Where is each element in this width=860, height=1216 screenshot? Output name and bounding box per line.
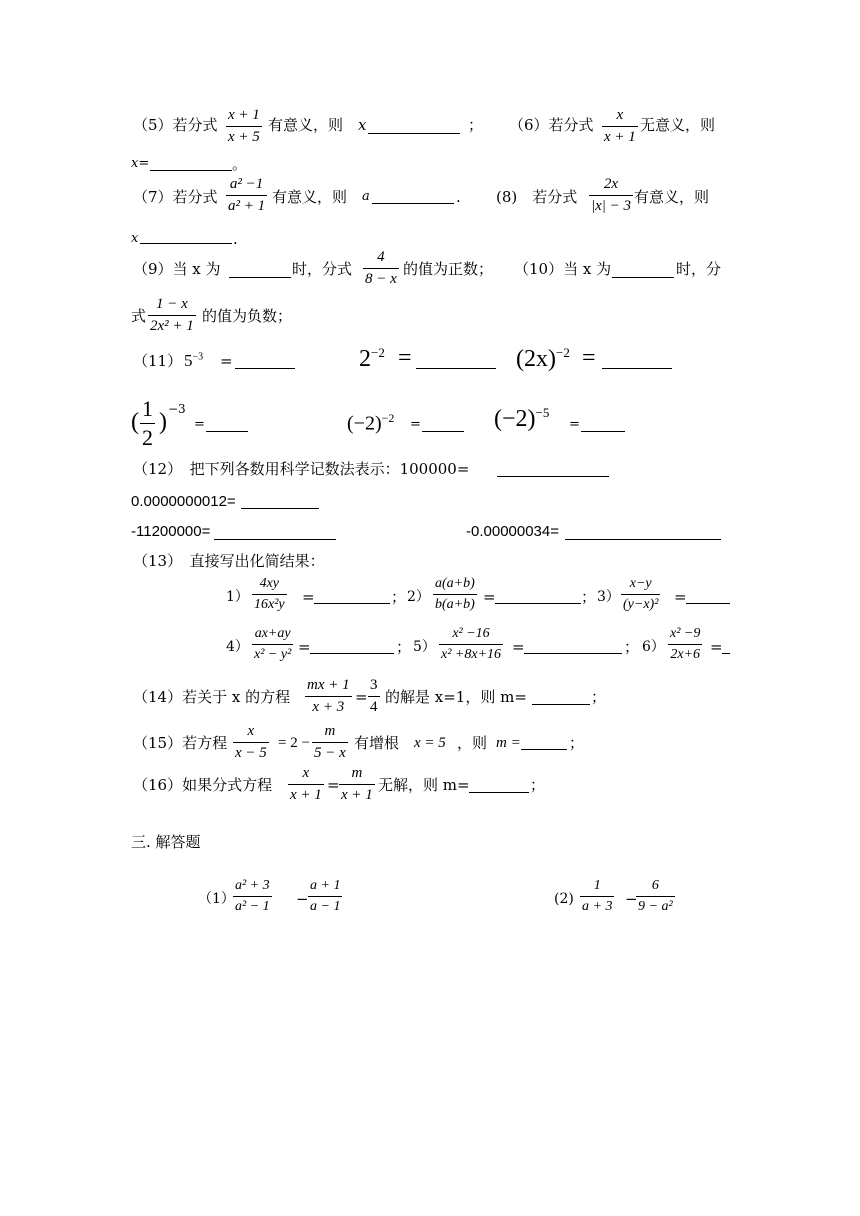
q11-blank-5[interactable] — [422, 431, 464, 432]
q6-middle: 无意义，则 — [640, 116, 716, 134]
q11-eq-4: = — [194, 417, 205, 432]
q11-eq-6: = — [569, 417, 580, 432]
q13-part-6-label: 6） — [642, 639, 665, 655]
q13-text: （13） 直接写出化简结果： — [133, 552, 325, 570]
q13-blank-3[interactable] — [686, 603, 730, 604]
q14-eq: = — [355, 688, 368, 706]
q7-middle: 有意义，则 — [272, 188, 348, 206]
q5-middle: 有意义，则 — [268, 116, 344, 134]
q13-eq-1: = — [302, 588, 315, 606]
q5-prefix: （5）若分式 — [133, 116, 218, 134]
q13-blank-4[interactable] — [310, 653, 394, 654]
q6-prefix: （6）若分式 — [509, 116, 594, 134]
q11-expr-5: $(-2)^{-2}$ — [347, 411, 395, 435]
q11-expr-1: $5^{-3}$ — [184, 351, 204, 370]
q11-eq-3: = — [582, 345, 596, 371]
q11-eq-1: = — [220, 352, 233, 370]
q13-blank-1[interactable] — [314, 603, 390, 604]
q11-eq-2: = — [398, 345, 412, 371]
s1-fraction-1: $\frac{\text{a² + 3}}{\text{a² − 1}}$ — [235, 878, 270, 914]
s2-fraction-2: $\frac{6}{\text{9 − a²}}$ — [638, 878, 673, 914]
q15-root: x = 5 — [414, 735, 446, 751]
q13-part-5-label: 5） — [413, 639, 436, 655]
q15-fraction-1: $\frac{x}{x - 5}$ — [235, 723, 267, 761]
q9-middle: 时，分式 — [292, 260, 353, 278]
q13-eq-3: = — [674, 588, 687, 606]
q7-var: a — [362, 189, 370, 204]
s2-operator: − — [625, 890, 638, 908]
q11-expr-3: $(2x)^{-2}$ — [516, 345, 570, 372]
q9-answer-blank[interactable] — [229, 277, 291, 278]
section-3-title: 三. 解答题 — [131, 833, 201, 851]
q11-blank-6[interactable] — [581, 431, 625, 432]
q13-eq-4: = — [298, 638, 311, 656]
q13-blank-6[interactable] — [722, 653, 730, 654]
q12-blank-4[interactable] — [565, 539, 721, 540]
q11-expr-4-exp: −3 — [168, 402, 186, 416]
q14-end: ； — [591, 688, 607, 706]
q13-part-2-label: 2） — [407, 589, 430, 605]
q12-number-3: -11200000= — [131, 523, 211, 540]
q14-fraction-1: $\frac{mx + 1}{x + 3}$ — [307, 677, 350, 715]
q6-cont: x= — [131, 156, 150, 171]
q16-eq: = — [327, 776, 340, 794]
q7-answer-blank[interactable] — [372, 203, 454, 204]
q13-semi-4: ； — [396, 638, 412, 656]
q12-blank-3[interactable] — [214, 539, 336, 540]
q7-fraction: $\frac{\text{a² −1}}{\text{a² + 1}}$ — [228, 176, 266, 214]
q13-part-1-fraction: $\frac{4xy}{\text{16x²y}}$ — [254, 576, 285, 612]
q11-blank-4[interactable] — [206, 431, 248, 432]
q13-eq-6: = — [710, 638, 723, 656]
q7-end: . — [456, 188, 461, 206]
q13-semi-2: ； — [581, 588, 597, 606]
q16-answer-blank[interactable] — [469, 792, 529, 793]
q8-answer-blank[interactable] — [140, 243, 232, 244]
q11-label: （11） — [133, 352, 183, 370]
q13-semi-5: ； — [624, 638, 640, 656]
q16-prefix: （16）如果分式方程 — [133, 776, 273, 794]
q5-separator: ； — [468, 116, 484, 134]
q16-end: ； — [530, 776, 546, 794]
q10-answer-blank[interactable] — [612, 277, 674, 278]
q11-paren-open: ( — [131, 409, 139, 435]
s1-operator: − — [296, 890, 309, 908]
q12-text: （12） 把下列各数用科学记数法表示：100000= — [133, 460, 470, 478]
q15-post: 有增根 — [354, 734, 400, 752]
q14-post: 的解是 x=1，则 m= — [385, 688, 527, 706]
q15-m: m = — [496, 735, 521, 751]
q8-prefix: (8) 若分式 — [496, 188, 578, 206]
q6-fraction: $\frac{x}{x + 1}$ — [604, 107, 636, 145]
q11-blank-1[interactable] — [235, 368, 295, 369]
q10-fraction: $\frac{1 - x}{\text{2x² + 1}}$ — [150, 296, 194, 334]
s1-fraction-2: $\frac{a + 1}{a - 1}$ — [310, 878, 341, 914]
q11-expr-6: $(-2)^{-5}$ — [494, 405, 550, 432]
q9-post: 的值为正数； — [403, 260, 494, 278]
q15-prefix: （15）若方程 — [133, 734, 228, 752]
q13-blank-2[interactable] — [495, 603, 581, 604]
q9-prefix: （9）当 x 为 — [133, 260, 221, 278]
s2-label: (2) — [554, 891, 574, 907]
s1-label: （1） — [198, 891, 235, 907]
q13-part-4-label: 4） — [226, 639, 249, 655]
s2-fraction-1: $\frac{1}{a + 3}$ — [582, 878, 613, 914]
q10-prefix: （10）当 x 为 — [514, 260, 612, 278]
q6-answer-blank[interactable] — [150, 170, 232, 171]
q13-eq-5: = — [512, 638, 525, 656]
q12-number-4: -0.00000034= — [466, 523, 560, 540]
q14-prefix: （14）若关于 x 的方程 — [133, 688, 291, 706]
q13-part-4-fraction: $\frac{ax+ay}{\text{x² − y²}}$ — [254, 626, 292, 662]
q16-fraction-2: $\frac{m}{x + 1}$ — [341, 765, 373, 803]
q8-cont: x — [131, 231, 139, 246]
q15-answer-blank[interactable] — [521, 749, 567, 750]
q11-expr-2: $2^{-2}$ — [359, 345, 385, 372]
q8-middle: 有意义，则 — [634, 188, 710, 206]
q9-fraction: $\frac{4}{8 - x}$ — [365, 249, 397, 287]
q15-end: ； — [569, 734, 585, 752]
q13-part-2-fraction: $\frac{a(a+b)}{b(a+b)}$ — [435, 576, 475, 612]
q12-blank-1[interactable] — [497, 476, 609, 477]
q14-fraction-2: $\frac{3}{4}$ — [370, 677, 378, 715]
q10-middle: 时，分 — [676, 260, 722, 278]
q13-blank-5[interactable] — [524, 653, 622, 654]
q16-fraction-1: $\frac{x}{x + 1}$ — [290, 765, 322, 803]
q8-fraction: $\frac{2x}{|x| - 3}$ — [591, 176, 632, 214]
q12-blank-2[interactable] — [241, 508, 319, 509]
q11-blank-2[interactable] — [416, 368, 496, 369]
q13-eq-2: = — [483, 588, 496, 606]
q16-post: 无解，则 m= — [378, 776, 470, 794]
q13-semi-1: ； — [391, 588, 407, 606]
q12-number-2: 0.0000000012= — [131, 493, 236, 510]
q15-middle: = 2 − — [278, 735, 310, 751]
q13-part-1-label: 1） — [226, 589, 249, 605]
q13-part-5-fraction: $\frac{\text{x² −16}}{\text{x² +8x+16}}$ — [441, 626, 502, 662]
q10-post: 的值为负数； — [202, 307, 293, 325]
q11-eq-5: = — [410, 417, 421, 432]
q8-end: . — [233, 230, 238, 248]
q10-cont: 式 — [131, 307, 147, 325]
q15-then: ，则 — [457, 734, 488, 752]
q6-end: 。 — [232, 155, 248, 173]
q7-prefix: （7）若分式 — [133, 188, 218, 206]
q13-part-3-label: 3） — [597, 589, 620, 605]
q11-paren-close: ) — [159, 409, 167, 435]
q13-part-6-fraction: $\frac{\text{x² −9}}{2x+6}$ — [670, 626, 701, 662]
q5-fraction: $\frac{x + 1}{x + 5}$ — [228, 107, 260, 145]
q15-fraction-2: $\frac{m}{5 - x}$ — [314, 723, 346, 761]
q11-blank-3[interactable] — [602, 368, 672, 369]
q5-answer-blank[interactable] — [368, 133, 460, 134]
q11-expr-4: $\frac{1}{2}$ — [142, 396, 153, 450]
q14-answer-blank[interactable] — [532, 704, 590, 705]
q13-part-3-fraction: $\frac{x-y}{\text{(y−x)²}}$ — [623, 576, 659, 612]
q5-var: x — [358, 116, 367, 134]
